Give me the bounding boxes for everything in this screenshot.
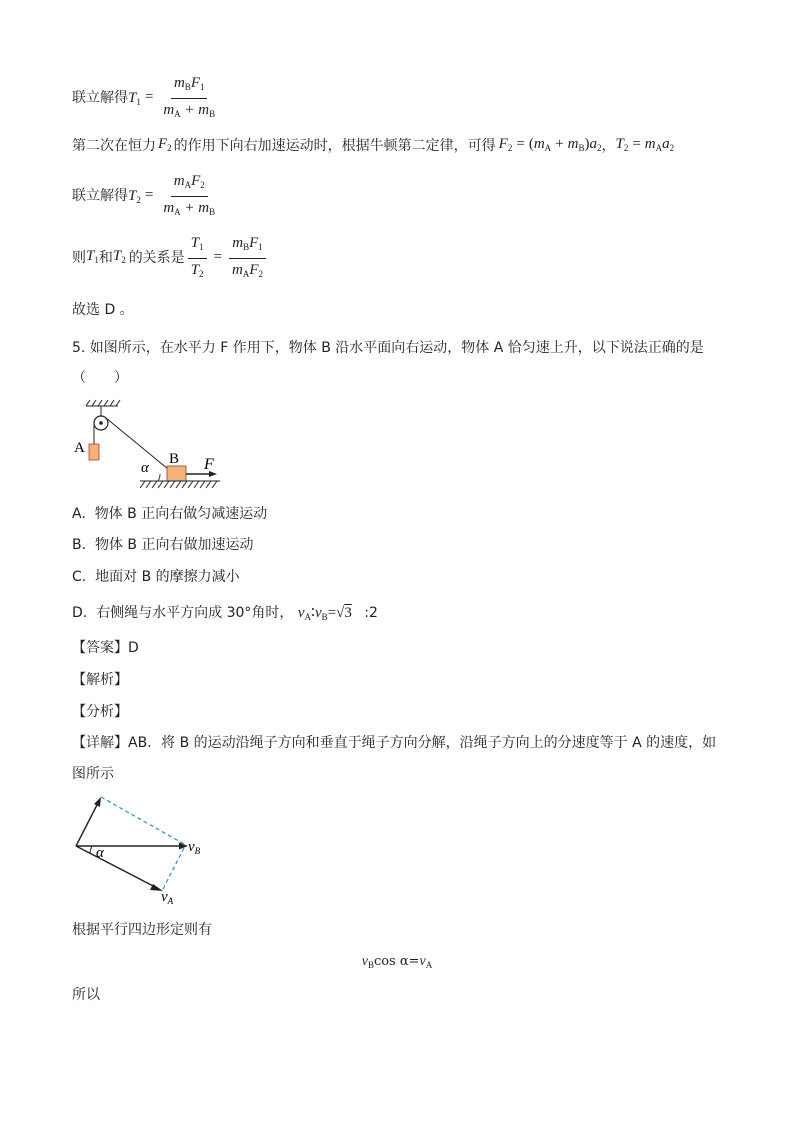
cos-formula: $v_B\cos$ $\alpha=v_A$ — [361, 954, 433, 970]
t2-formula-short: $T_2 = m_Aa_2$ — [615, 136, 675, 153]
pulley-figure — [70, 398, 230, 498]
alpha-arc — [90, 846, 92, 853]
option-b-label: B. — [72, 537, 87, 553]
angle-arc — [158, 474, 160, 481]
cos-text: cos α= — [373, 954, 420, 969]
parallelogram-text: 根据平行四边形定则有 — [72, 922, 212, 938]
choose-line: 故选 D 。 — [72, 302, 134, 318]
fig2-va: $v_A$ — [161, 889, 174, 906]
option-b — [72, 535, 253, 555]
perp-arrowhead — [94, 797, 101, 807]
option-a-label: A. — [72, 506, 86, 522]
fig2-vb: $v_B$ — [188, 839, 201, 856]
q5-stem: 5. 如图所示，在水平力 F 作用下，物体 B 沿水平面向右运动，物体 A 恰匀速上升，以下说法正确的是 — [72, 340, 704, 356]
dashed-top — [101, 797, 184, 844]
label-b: B — [169, 451, 180, 467]
suoyi: 所以 — [72, 987, 100, 1003]
velocity-figure — [70, 790, 220, 910]
analysis-label: 【解析】 — [72, 672, 128, 688]
relation-prefix: 则 — [72, 250, 86, 266]
option-d-ratio: $v_A∶v_B=√3$ — [297, 605, 352, 622]
t2-symbol: $T_2$ — [112, 248, 126, 265]
second-force-mid: 的作用下向右加速运动时，根据牛顿第二定律，可得 — [173, 138, 496, 154]
label-a: A — [74, 440, 85, 456]
t2-formula: $T_2$ = $\frac{m_AF_2}{m_A + m_B}$ — [128, 172, 216, 217]
detail-line-2: 图所示 — [72, 766, 114, 782]
option-a-text: 物体 B 正向右做匀减速运动 — [94, 506, 268, 522]
fig2-alpha: α — [96, 845, 104, 861]
option-c — [72, 567, 240, 587]
option-d-text: 右侧绳与水平方向成 30°角时， — [96, 605, 294, 621]
answer-line — [72, 638, 139, 658]
label-alpha: α — [141, 460, 149, 476]
answer-value: D — [128, 640, 139, 656]
detail-label: 【详解】 — [72, 735, 128, 751]
block-a — [89, 444, 99, 460]
option-d-ratio-end: :2 — [364, 605, 378, 621]
second-force-prefix: 第二次在恒力 — [72, 138, 156, 154]
detail-text-1: AB．将 B 的运动沿绳子方向和垂直于绳子方向分解，沿绳子方向上的分速度等于 A 的速度，如 — [128, 735, 717, 751]
comma: ， — [601, 138, 616, 154]
ratio-formula: $\frac{T_1}{T_2}$ = $\frac{m_BF_1}{m_AF_2}$ — [185, 234, 269, 283]
solve-t2-line — [72, 174, 221, 218]
ceiling — [86, 400, 120, 416]
dashed-right — [163, 848, 184, 889]
perp-vector — [76, 803, 98, 846]
label-f: F — [204, 456, 214, 473]
f2-symbol: $F_2$ — [158, 136, 172, 153]
ground — [140, 481, 220, 488]
relation-mid: 的关系是 — [128, 250, 185, 266]
block-b — [167, 466, 186, 481]
second-force-line — [72, 135, 674, 157]
relation-line — [72, 236, 269, 280]
f2-formula: $F_2 = (m_A + m_B)a_2$ — [498, 136, 602, 153]
solve-t1-prefix: 联立解得 — [72, 90, 128, 106]
rope-to-b — [106, 418, 168, 469]
solve-t1-line — [72, 76, 221, 120]
t1-symbol: $T_1$ — [86, 248, 99, 265]
option-a — [72, 504, 267, 524]
detail-line-1 — [72, 733, 716, 753]
answer-label: 【答案】 — [72, 640, 128, 656]
pulley-wheel — [94, 416, 108, 430]
t1-formula: $T_1$ = $\frac{m_BF_1}{m_A + m_B}$ — [128, 74, 216, 119]
option-d — [72, 603, 378, 627]
option-c-text: 地面对 B 的摩擦力减小 — [95, 569, 240, 585]
fenxi-label: 【分析】 — [72, 704, 128, 720]
option-c-label: C. — [72, 569, 87, 585]
q5-bracket: （ ） — [72, 370, 128, 386]
solve-t2-prefix: 联立解得 — [72, 188, 128, 204]
va-vector — [76, 846, 157, 888]
option-b-text: 物体 B 正向右做加速运动 — [94, 537, 254, 553]
option-d-label: D. — [72, 605, 88, 621]
relation-and: 和 — [98, 250, 113, 266]
